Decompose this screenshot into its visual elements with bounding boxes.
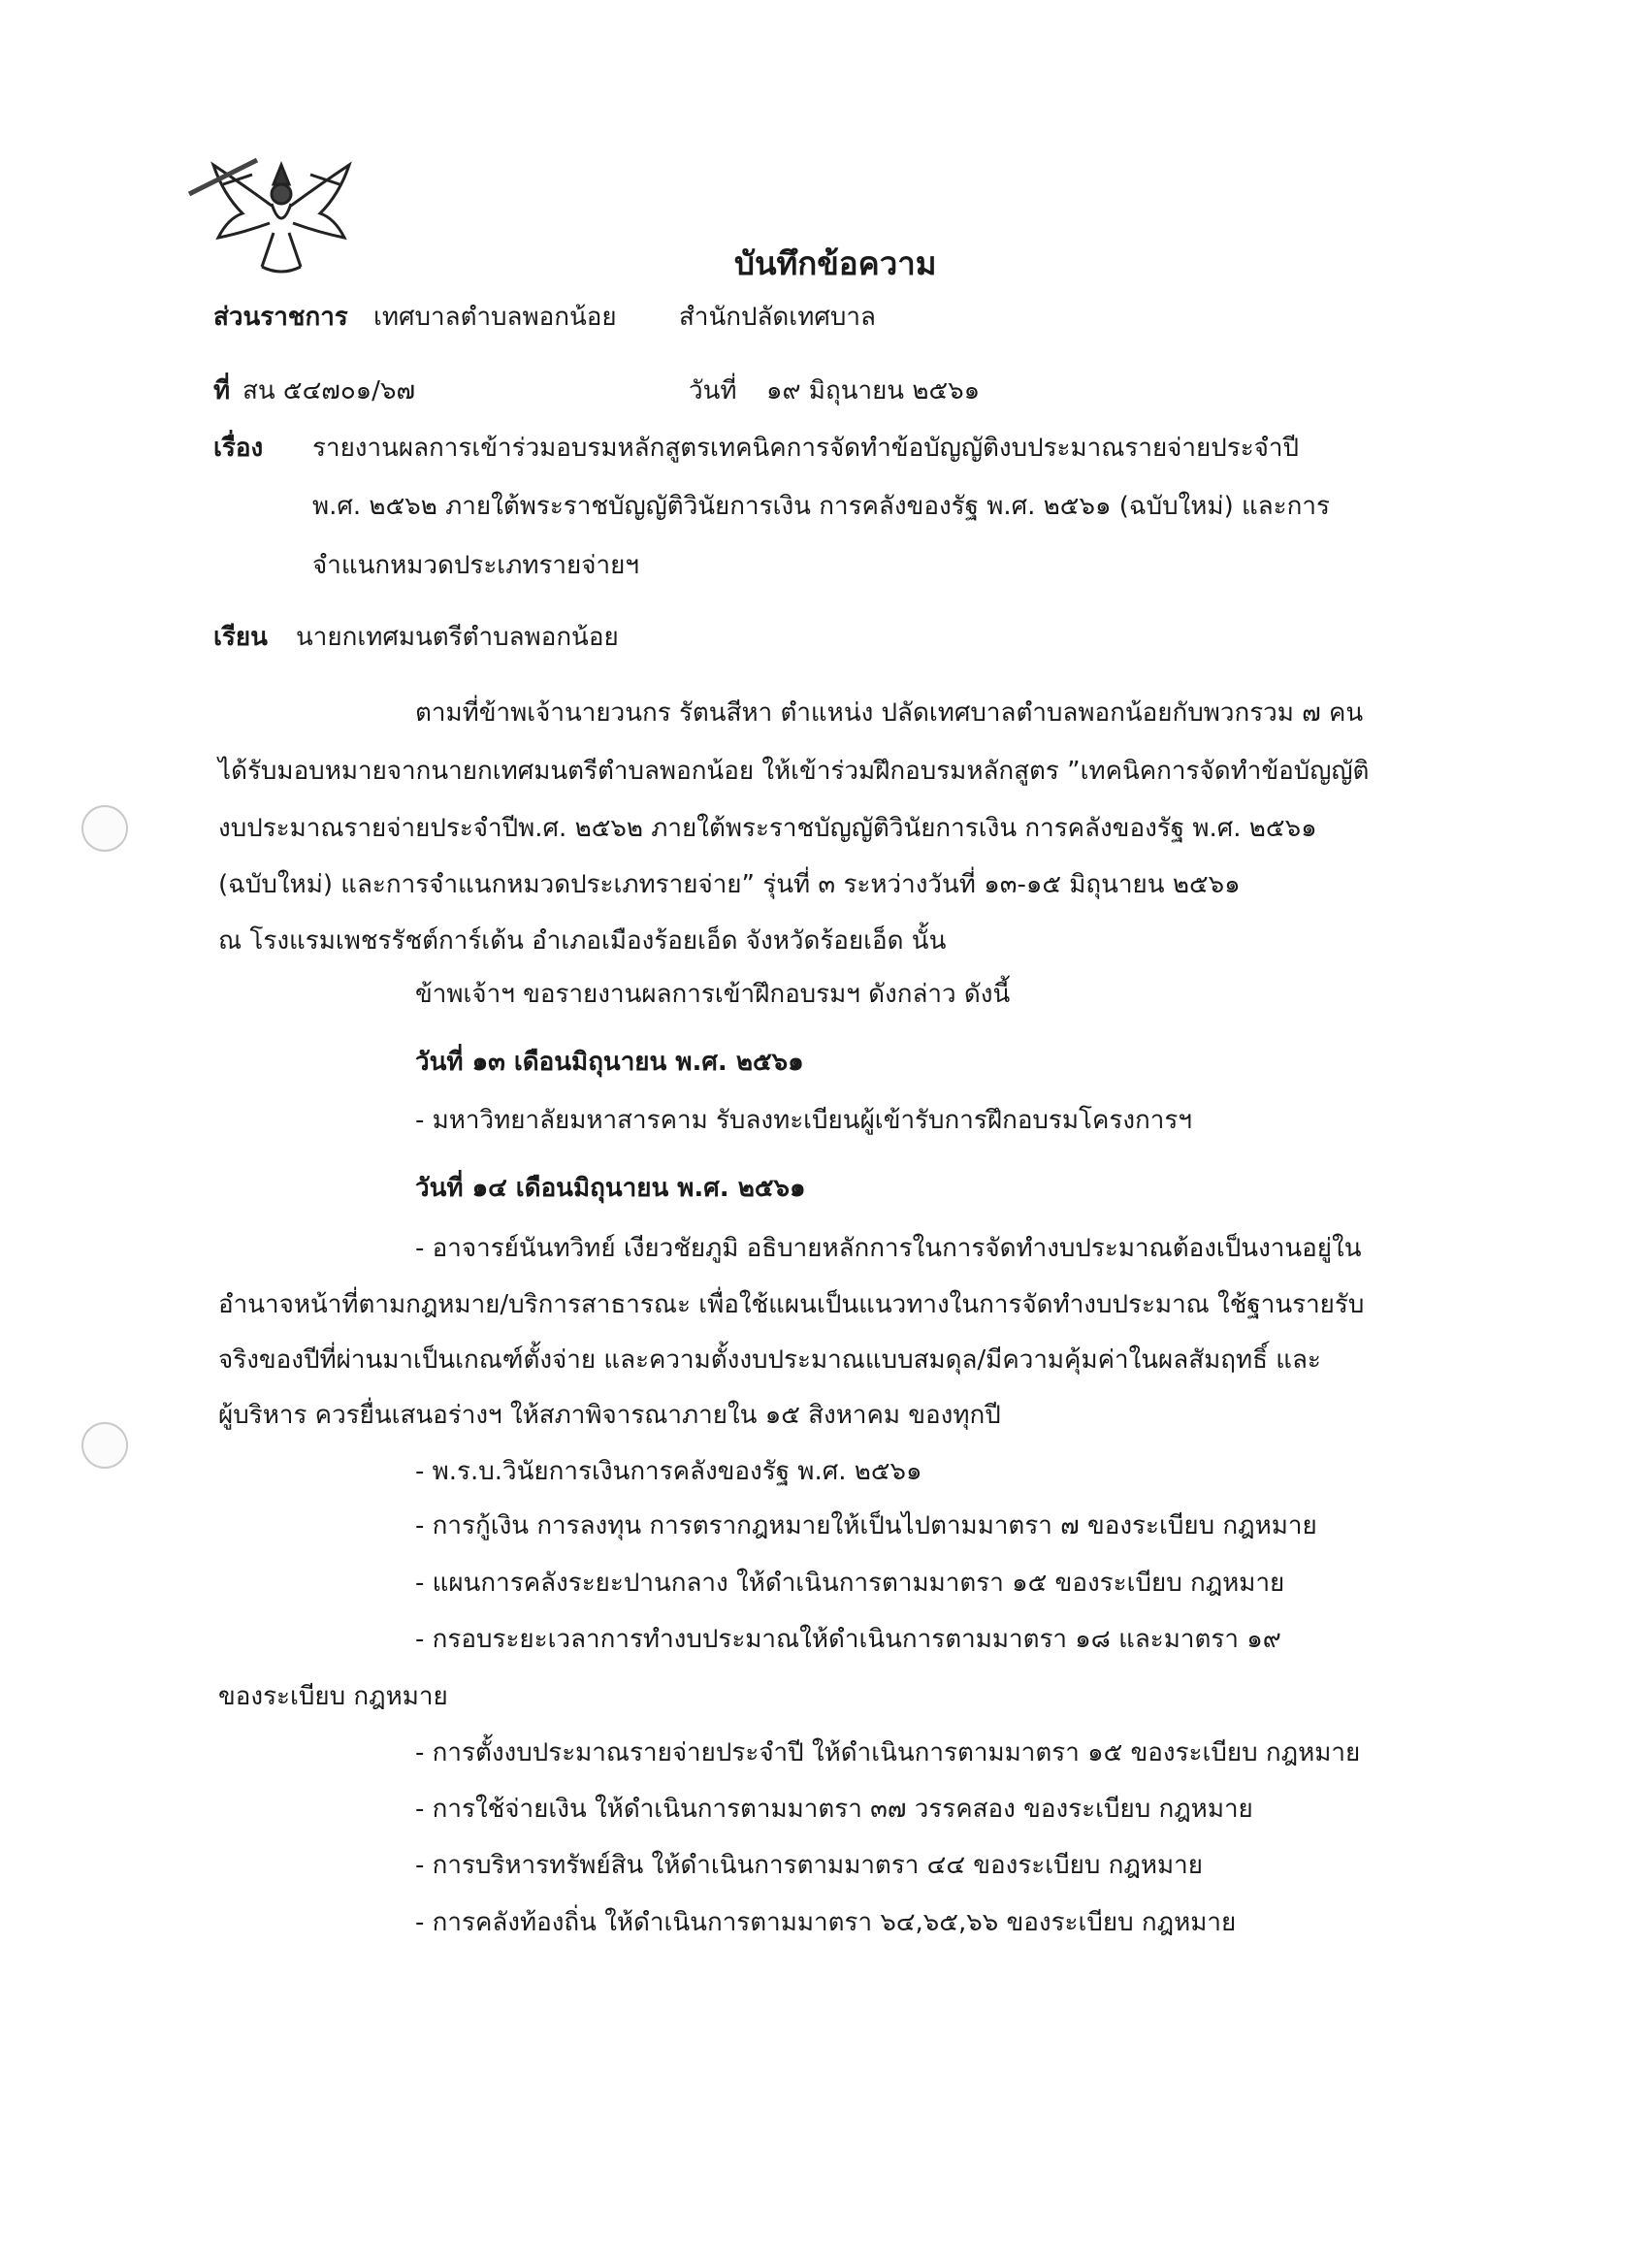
punch-hole-top <box>81 805 128 852</box>
day2-para-line: อำนาจหน้าที่ตามกฎหมาย/บริการสาธารณะ เพื่อใช้แผนเป็นแนวทางในการจัดทำงบประมาณ ใช้ฐานรายรับ <box>218 1290 1365 1319</box>
date-value: ๑๙ มิถุนายน ๒๕๖๑ <box>766 376 981 405</box>
report-line: ข้าพเจ้าฯ ขอรายงานผลการเข้าฝึกอบรมฯ ดังกล่าว ดังนี้ <box>415 980 1011 1009</box>
agency-label: ส่วนราชการ <box>213 303 348 332</box>
bullet-item: - การใช้จ่ายเงิน ให้ดำเนินการตามมาตรา ๓๗ วรรคสอง ของระเบียบ กฎหมาย <box>415 1795 1253 1824</box>
intro-line: (ฉบับใหม่) และการจำแนกหมวดประเภทรายจ่าย” รุ่นที่ ๓ ระหว่างวันที่ ๑๓-๑๕ มิถุนายน ๒๕๖๑ <box>218 870 1241 899</box>
to-label: เรียน <box>213 623 268 652</box>
ref-value: สน ๕๔๗๐๑/๖๗ <box>242 376 416 405</box>
date-label: วันที่ <box>689 376 737 405</box>
page-title: บันทึกข้อความ <box>734 244 937 282</box>
day2-para-line: ผู้บริหาร ควรยื่นเสนอร่างฯ ให้สภาพิจารณาภายใน ๑๕ สิงหาคม ของทุกปี <box>218 1401 1001 1430</box>
bullet-item: - พ.ร.บ.วินัยการเงินการคลังของรัฐ พ.ศ. ๒๕๖๑ <box>415 1457 922 1486</box>
agency-value: เทศบาลตำบลพอกน้อย <box>373 303 617 332</box>
bullet-item: - การบริหารทรัพย์สิน ให้ดำเนินการตามมาตรา ๔๔ ของระเบียบ กฎหมาย <box>415 1851 1203 1880</box>
bullet-item: - การคลังท้องถิ่น ให้ดำเนินการตามมาตรา ๖๔,๖๕,๖๖ ของระเบียบ กฎหมาย <box>415 1908 1237 1937</box>
punch-hole-bottom <box>81 1422 128 1469</box>
subject-line: จำแนกหมวดประเภทรายจ่ายฯ <box>312 551 639 580</box>
bullet-item: - กรอบระยะเวลาการทำงบประมาณให้ดำเนินการตามมาตรา ๑๘ และมาตรา ๑๙ <box>415 1625 1281 1654</box>
intro-line: งบประมาณรายจ่ายประจำปีพ.ศ. ๒๕๖๒ ภายใต้พระราชบัญญัติวินัยการเงิน การคลังของรัฐ พ.ศ. ๒๕๖๑ <box>218 814 1317 843</box>
bullet-item: - แผนการคลังระยะปานกลาง ให้ดำเนินการตามมาตรา ๑๕ ของระเบียบ กฎหมาย <box>415 1569 1285 1598</box>
day1-item: - มหาวิทยาลัยมหาสารคาม รับลงทะเบียนผู้เข้ารับการฝึกอบรมโครงการฯ <box>415 1106 1192 1135</box>
intro-line: ตามที่ข้าพเจ้านายวนกร รัตนสีหา ตำแหน่ง ปลัดเทศบาลตำบลพอกน้อยกับพวกรวม ๗ คน <box>415 698 1364 728</box>
day2-para-line: จริงของปีที่ผ่านมาเป็นเกณฑ์ตั้งจ่าย และความตั้งงบประมาณแบบสมดุล/มีความคุ้มค่าในผลสัมฤทธิ์ และ <box>218 1345 1321 1375</box>
bullet-item: ของระเบียบ กฎหมาย <box>218 1682 448 1711</box>
day2-heading: วันที่ ๑๔ เดือนมิถุนายน พ.ศ. ๒๕๖๑ <box>415 1174 806 1203</box>
bullet-item: - การกู้เงิน การลงทุน การตรากฎหมายให้เป็นไปตามมาตรา ๗ ของระเบียบ กฎหมาย <box>415 1511 1317 1540</box>
subject-line: รายงานผลการเข้าร่วมอบรมหลักสูตรเทคนิคการจัดทำข้อบัญญัติงบประมาณรายจ่ายประจำปี <box>312 434 1300 463</box>
to-value: นายกเทศมนตรีตำบลพอกน้อย <box>296 623 619 652</box>
subject-line: พ.ศ. ๒๕๖๒ ภายใต้พระราชบัญญัติวินัยการเงิน การคลังของรัฐ พ.ศ. ๒๕๖๑ (ฉบับใหม่) และการ <box>312 492 1330 521</box>
day2-para-line: - อาจารย์นันทวิทย์ เงียวชัยภูมิ อธิบายหลักการในการจัดทำงบประมาณต้องเป็นงานอยู่ใน <box>415 1234 1362 1263</box>
ref-label: ที่ <box>213 376 231 405</box>
day1-heading: วันที่ ๑๓ เดือนมิถุนายน พ.ศ. ๒๕๖๑ <box>415 1048 804 1077</box>
intro-line: ณ โรงแรมเพชรรัชต์การ์เด้น อำเภอเมืองร้อยเอ็ด จังหวัดร้อยเอ็ด นั้น <box>218 926 947 956</box>
agency-office: สำนักปลัดเทศบาล <box>679 303 876 332</box>
bullet-item: - การตั้งงบประมาณรายจ่ายประจำปี ให้ดำเนินการตามมาตรา ๑๕ ของระเบียบ กฎหมาย <box>415 1738 1361 1767</box>
subject-label: เรื่อง <box>213 434 264 463</box>
intro-line: ได้รับมอบหมายจากนายกเทศมนตรีตำบลพอกน้อย ให้เข้าร่วมฝึกอบรมหลักสูตร ”เทคนิคการจัดทำข้อบัญญัติ <box>218 757 1370 786</box>
garuda-emblem-icon <box>184 146 378 281</box>
